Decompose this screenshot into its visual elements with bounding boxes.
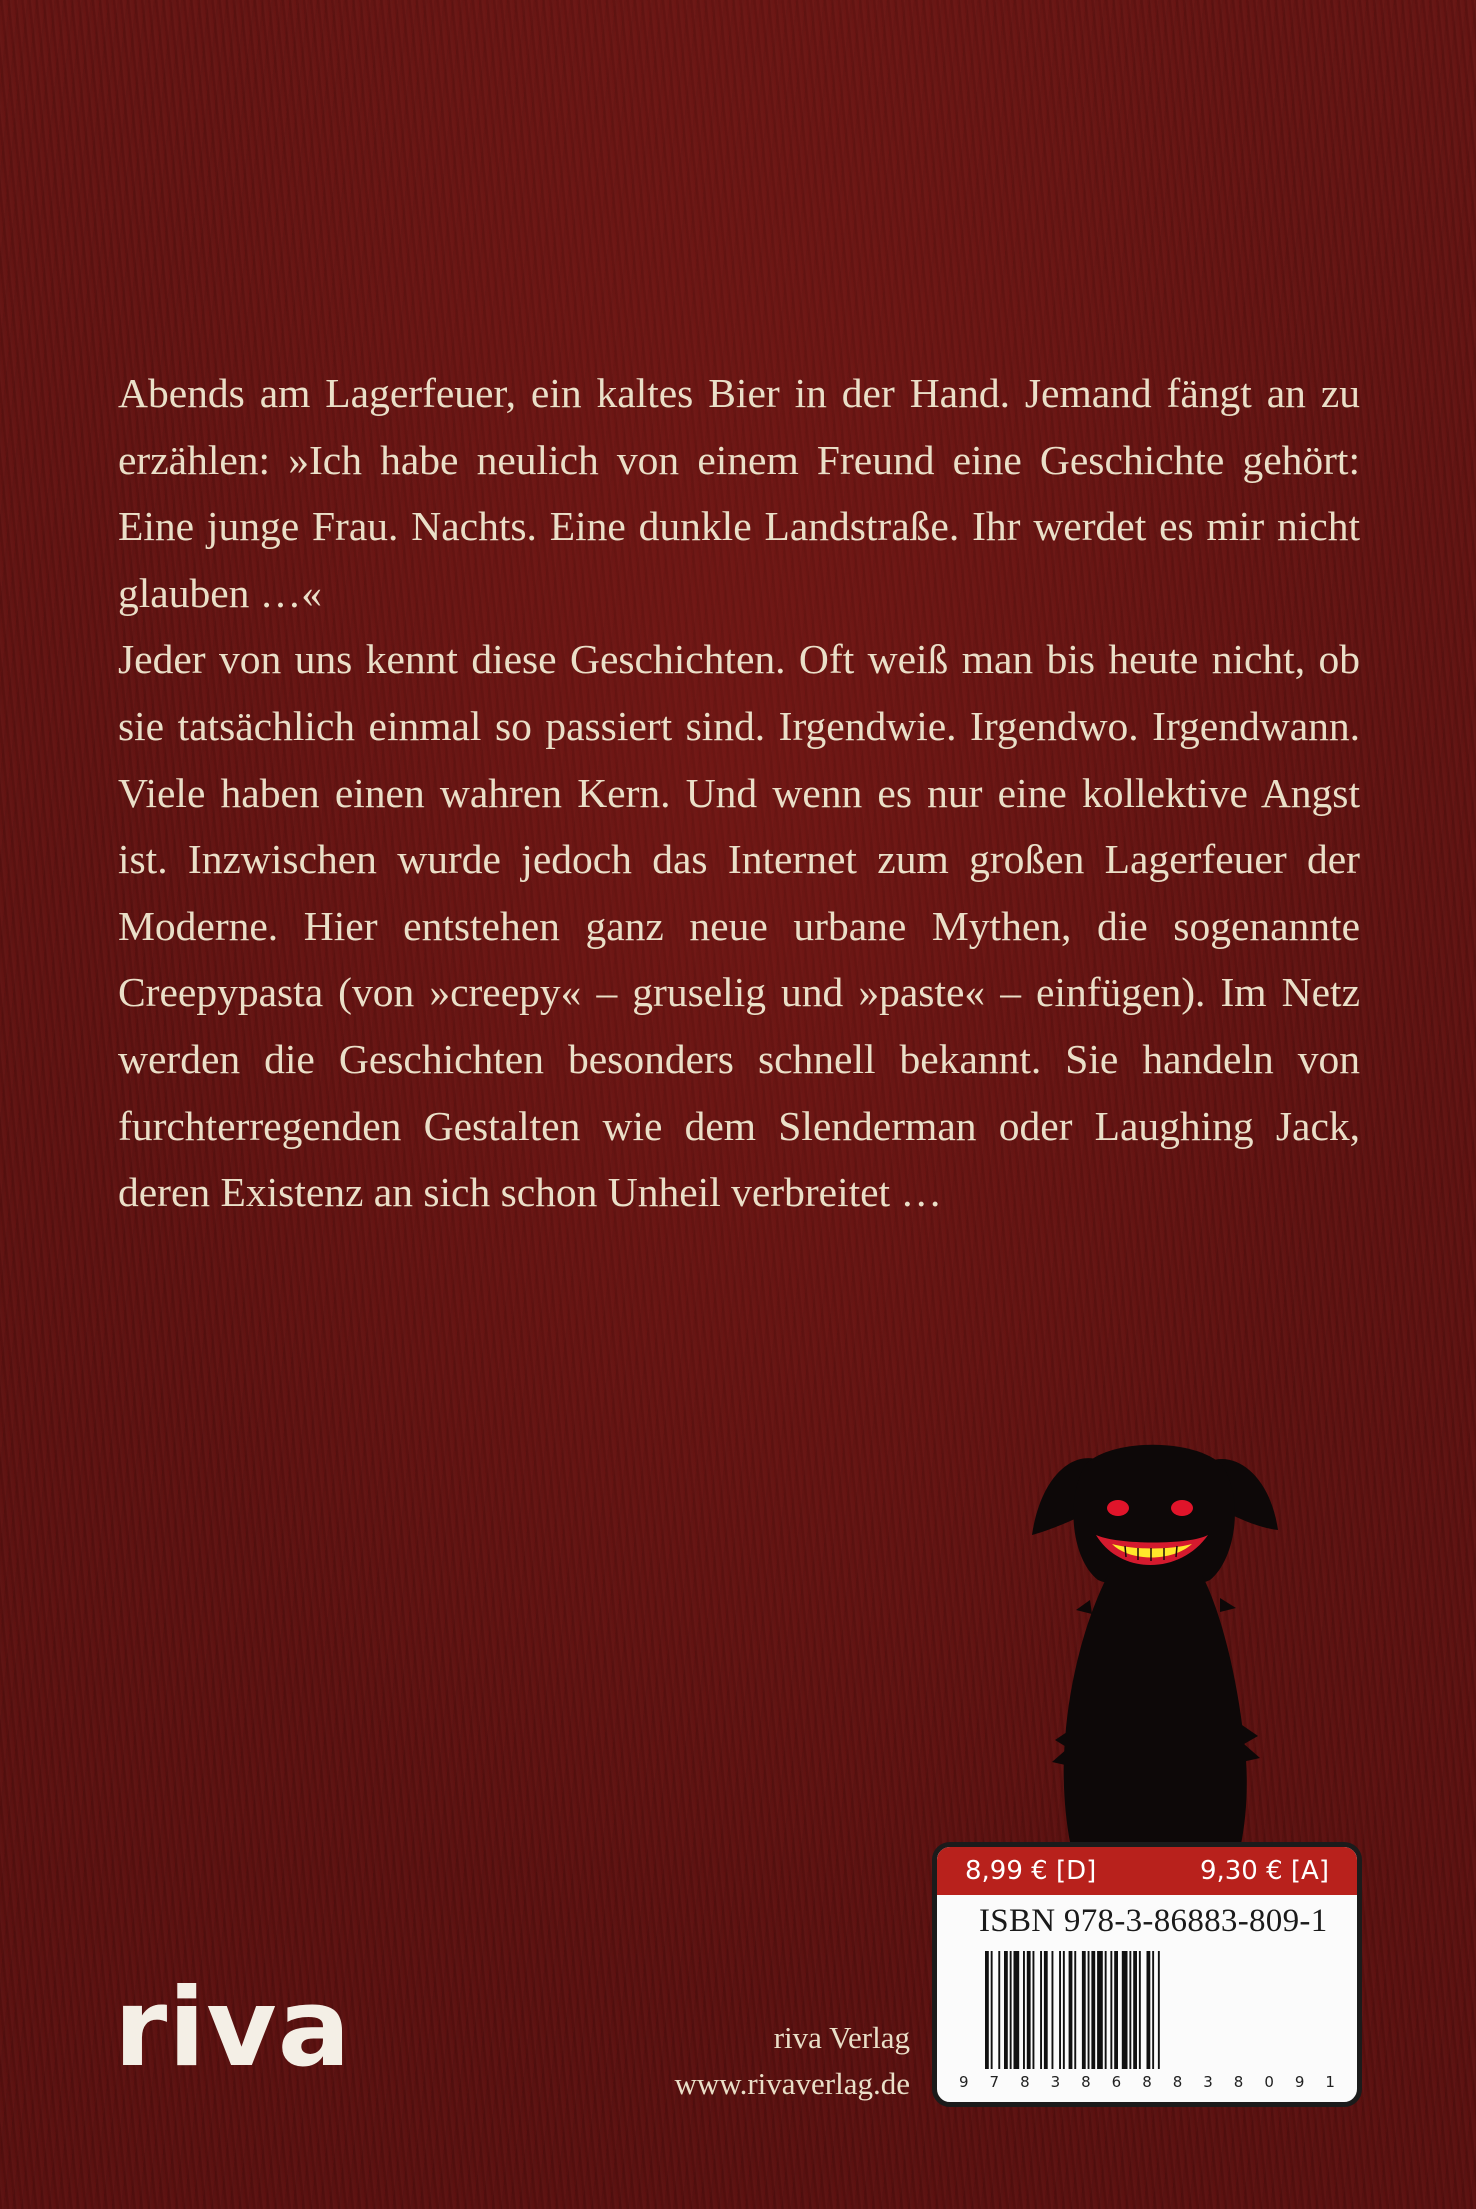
- barcode-digit: 8: [1020, 2073, 1030, 2091]
- barcode-digit: 8: [1142, 2073, 1152, 2091]
- barcode-bar: [1091, 1951, 1095, 2069]
- barcode-bar: [1088, 1951, 1090, 2069]
- barcode-digit: 7: [989, 2073, 1000, 2091]
- barcode-bar: [1152, 1951, 1154, 2069]
- price-austria: 9,30 € [A]: [1199, 1856, 1329, 1886]
- barcode-bar: [985, 1951, 989, 2069]
- barcode-bar: [998, 1951, 1000, 2069]
- barcode-digit: 9: [1294, 2073, 1305, 2091]
- publisher-url: www.rivaverlag.de: [674, 2066, 910, 2101]
- barcode-bar: [1033, 1951, 1035, 2069]
- dog-silhouette-icon: [1030, 1440, 1280, 1910]
- blurb-text: [118, 360, 1360, 1226]
- barcode-bar: [1158, 1951, 1160, 2069]
- price-germany: 8,99 € [D]: [965, 1856, 1097, 1886]
- blurb-paragraph-1: Abends am Lagerfeuer, ein kaltes Bier in der Hand. Jemand fängt an zu erzählen: »Ich habe neulich von einem Freund eine Geschichte gehört: Eine junge Frau. Nachts. Eine dunkle Landstraße. Ihr werdet es mir nicht glauben …«: [118, 370, 1360, 616]
- riva-logo: riva: [114, 1966, 352, 2091]
- barcode-bar: [1040, 1951, 1042, 2069]
- barcode-digit: 3: [1050, 2073, 1061, 2091]
- barcode-bar: [1014, 1951, 1020, 2069]
- barcode-bar: [1139, 1951, 1141, 2069]
- barcode-bar: [1044, 1951, 1048, 2069]
- publisher-name: riva Verlag: [773, 2020, 910, 2055]
- barcode-digit: 9: [959, 2073, 969, 2091]
- isbn-number: ISBN 978-3-86883-809-1: [979, 1903, 1328, 1939]
- barcode-digit: 8: [1172, 2073, 1183, 2091]
- barcode-bar: [1129, 1951, 1131, 2069]
- barcode-digit: 6: [1111, 2073, 1122, 2091]
- barcode-bar: [1105, 1951, 1107, 2069]
- barcode-digits: [959, 2073, 1335, 2091]
- barcode-bar: [1133, 1951, 1137, 2069]
- barcode-bar: [991, 1951, 993, 2069]
- barcode-bar: [1147, 1951, 1151, 2069]
- barcode-bar: [1122, 1951, 1128, 2069]
- barcode-digit: 8: [1233, 2073, 1244, 2091]
- barcode-bar: [1059, 1951, 1061, 2069]
- barcode-bar: [1110, 1951, 1112, 2069]
- barcode-bar: [1082, 1951, 1086, 2069]
- barcode-digit: 8: [1081, 2073, 1091, 2091]
- barcode-bar: [1052, 1951, 1054, 2069]
- barcode-digit: 0: [1264, 2073, 1274, 2091]
- publisher-info: [560, 2015, 910, 2107]
- barcode-bar: [1004, 1951, 1008, 2069]
- barcode-bar: [1069, 1951, 1073, 2069]
- barcode-bar: [1010, 1951, 1012, 2069]
- barcode-bar: [1097, 1951, 1103, 2069]
- barcode-bar: [1027, 1951, 1031, 2069]
- barcode-bar: [1063, 1951, 1065, 2069]
- price-bar: [937, 1847, 1357, 1895]
- price-barcode-label: [932, 1842, 1362, 2107]
- barcode-digit: 1: [1325, 2073, 1335, 2091]
- barcode: [985, 1951, 1335, 2069]
- barcode-bar: [1074, 1951, 1076, 2069]
- barcode-digit: 3: [1203, 2073, 1213, 2091]
- barcode-bar: [1114, 1951, 1118, 2069]
- barcode-bar: [1023, 1951, 1025, 2069]
- blurb-paragraph-2: Jeder von uns kennt diese Geschichten. Oft weiß man bis heute nicht, ob sie tatsächlich einmal so passiert sind. Irgendwie. Irgendwo. Irgendwann. Viele haben einen wahren Kern. Und wenn es nur eine kollektive Angst ist. Inzwischen wurde jedoch das Internet zum großen Lagerfeuer der Moderne. Hier entstehen ganz neue urbane Mythen, die sogenannte Creepypasta (von »creepy« – gruselig und »paste« – einfügen). Im Netz werden die Geschichten besonders schnell bekannt. Sie handeln von furchterregenden Gestalten wie dem Slenderman oder Laughing Jack, deren Existenz an sich schon Unheil verbreitet …: [118, 636, 1360, 1216]
